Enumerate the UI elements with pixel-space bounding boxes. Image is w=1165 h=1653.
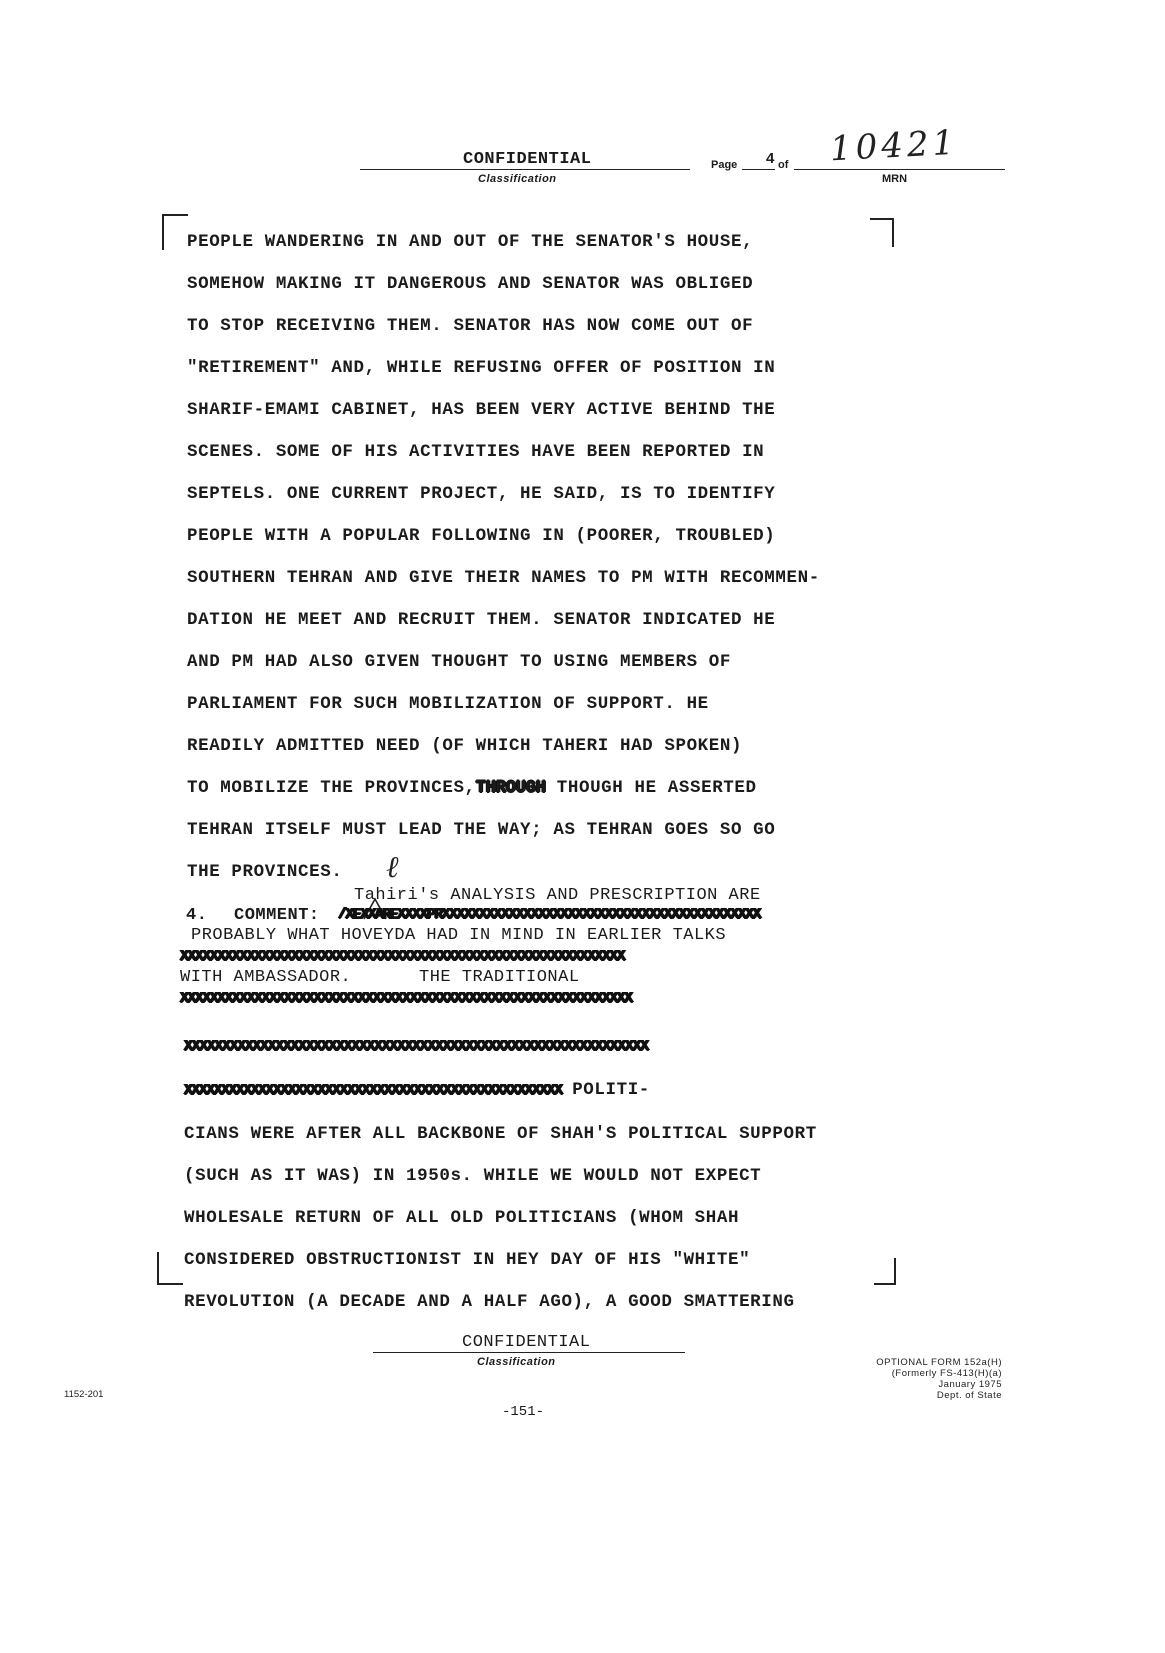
mrn-label: MRN — [882, 173, 908, 185]
tehran-line: TEHRAN ITSELF MUST LEAD THE WAY; AS TEHRAN GOES SO GO — [187, 820, 776, 840]
header-classification-label: Classification — [478, 173, 557, 185]
mobilize-prefix: TO MOBILIZE THE PROVINCES, — [187, 778, 476, 798]
bottom-right-bracket — [870, 1254, 900, 1294]
comment-struck-text: /XEXXAREXXXXPRXXXXXXXXXXXXXXXXXXXXXXXXXXXXXXXXXXXXXXXXXXX — [338, 906, 760, 923]
comment-number: 4. — [186, 906, 208, 925]
politi-line — [184, 1080, 650, 1100]
with-ambassador: WITH AMBASSADOR. — [180, 968, 352, 987]
of-label: of — [778, 159, 789, 171]
body-line: "RETIREMENT" AND, WHILE REFUSING OFFER OF POSITION IN — [187, 358, 776, 378]
tail-line: REVOLUTION (A DECADE AND A HALF AGO), A GOOD SMATTERING — [184, 1292, 795, 1312]
form-info-line: Dept. of State — [936, 1390, 1002, 1401]
body-line: DATION HE MEET AND RECRUIT THEM. SENATOR INDICATED HE — [187, 610, 776, 630]
footer-classification: CONFIDENTIAL — [462, 1333, 591, 1352]
tail-line: (SUCH AS IT WAS) IN 1950s. WHILE WE WOULD NOT EXPECT — [184, 1166, 762, 1186]
header-classification: CONFIDENTIAL — [463, 150, 592, 169]
footer-classification-rule — [373, 1352, 685, 1353]
body-line: SCENES. SOME OF HIS ACTIVITIES HAVE BEEN REPORTED IN — [187, 442, 765, 462]
body-line: SOMEHOW MAKING IT DANGEROUS AND SENATOR WAS OBLIGED — [187, 274, 754, 294]
header-classification-rule — [360, 169, 690, 170]
form-info-line: January 1975 — [938, 1379, 1002, 1390]
probably-line: PROBABLY WHAT HOVEYDA HAD IN MIND IN EARLIER TALKS — [191, 926, 727, 945]
mobilize-suffix: THOUGH HE ASSERTED — [545, 778, 757, 798]
body-line: SEPTELS. ONE CURRENT PROJECT, HE SAID, IS TO IDENTIFY — [187, 484, 776, 504]
comment-label: COMMENT: — [234, 906, 320, 925]
body-line: SOUTHERN TEHRAN AND GIVE THEIR NAMES TO PM WITH RECOMMEN- — [187, 568, 820, 588]
mrn-handwritten: 10421 — [829, 122, 960, 170]
body-line: TO STOP RECEIVING THEM. SENATOR HAS NOW COME OUT OF — [187, 316, 754, 336]
body-line: PEOPLE WITH A POPULAR FOLLOWING IN (POORER, TROUBLED) — [187, 526, 776, 546]
body-line: AND PM HAD ALSO GIVEN THOUGHT TO USING MEMBERS OF — [187, 652, 731, 672]
mrn-rule — [794, 169, 1005, 170]
form-info-line: OPTIONAL FORM 152a(H) — [876, 1357, 1002, 1368]
form-info-line: (Formerly FS-413(H)(a) — [891, 1368, 1002, 1379]
tail-line: CONSIDERED OBSTRUCTIONIST IN HEY DAY OF HIS "WHITE" — [184, 1250, 751, 1270]
form-info — [802, 1357, 1002, 1401]
page-number-rule — [742, 169, 775, 170]
footer-classification-label: Classification — [477, 1356, 556, 1368]
page-label: Page — [711, 159, 738, 171]
tail-line: WHOLESALE RETURN OF ALL OLD POLITICIANS (WHOM SHAH — [184, 1208, 740, 1228]
politi-suffix: POLITI- — [572, 1080, 650, 1100]
struck-line-2: XXXXXXXXXXXXXXXXXXXXXXXXXXXXXXXXXXXXXXXXXXXXXXXXXXXXXXXXXXXXX — [180, 990, 632, 1007]
footer-page-number: -151- — [502, 1404, 545, 1420]
struck-line-3: XXXXXXXXXXXXXXXXXXXXXXXXXXXXXXXXXXXXXXXXXXXXXXXXXXXXXXXXXXXXX — [184, 1038, 648, 1055]
handwritten-mark: ℓ — [386, 850, 399, 885]
top-right-bracket — [868, 213, 898, 253]
top-left-bracket — [160, 212, 190, 252]
bottom-left-bracket — [155, 1250, 185, 1290]
provinces-line: THE PROVINCES. — [187, 862, 343, 882]
mobilize-line — [187, 778, 757, 798]
traditional: THE TRADITIONAL — [419, 968, 580, 987]
body-line: PARLIAMENT FOR SUCH MOBILIZATION OF SUPPORT. HE — [187, 694, 709, 714]
body-line: READILY ADMITTED NEED (OF WHICH TAHERI HAD SPOKEN) — [187, 736, 743, 756]
struck-line-1: XXXXXXXXXXXXXXXXXXXXXXXXXXXXXXXXXXXXXXXXXXXXXXXXXXXXXXXXXXXX — [180, 948, 625, 965]
struck-line-4: XXXXXXXXXXXXXXXXXXXXXXXXXXXXXXXXXXXXXXXXXXXXXXXXXXX — [184, 1082, 562, 1099]
tail-line: CIANS WERE AFTER ALL BACKBONE OF SHAH'S POLITICAL SUPPORT — [184, 1124, 817, 1144]
page-number: 4 — [766, 150, 775, 167]
form-code: 1152-201 — [64, 1389, 104, 1400]
mobilize-struck-word: THROUGH — [475, 778, 546, 798]
body-line: SHARIF-EMAMI CABINET, HAS BEEN VERY ACTIVE BEHIND THE — [187, 400, 776, 420]
body-line: PEOPLE WANDERING IN AND OUT OF THE SENATOR'S HOUSE, — [187, 232, 754, 252]
inserted-line: Tahiri's ANALYSIS AND PRESCRIPTION ARE — [354, 886, 761, 905]
